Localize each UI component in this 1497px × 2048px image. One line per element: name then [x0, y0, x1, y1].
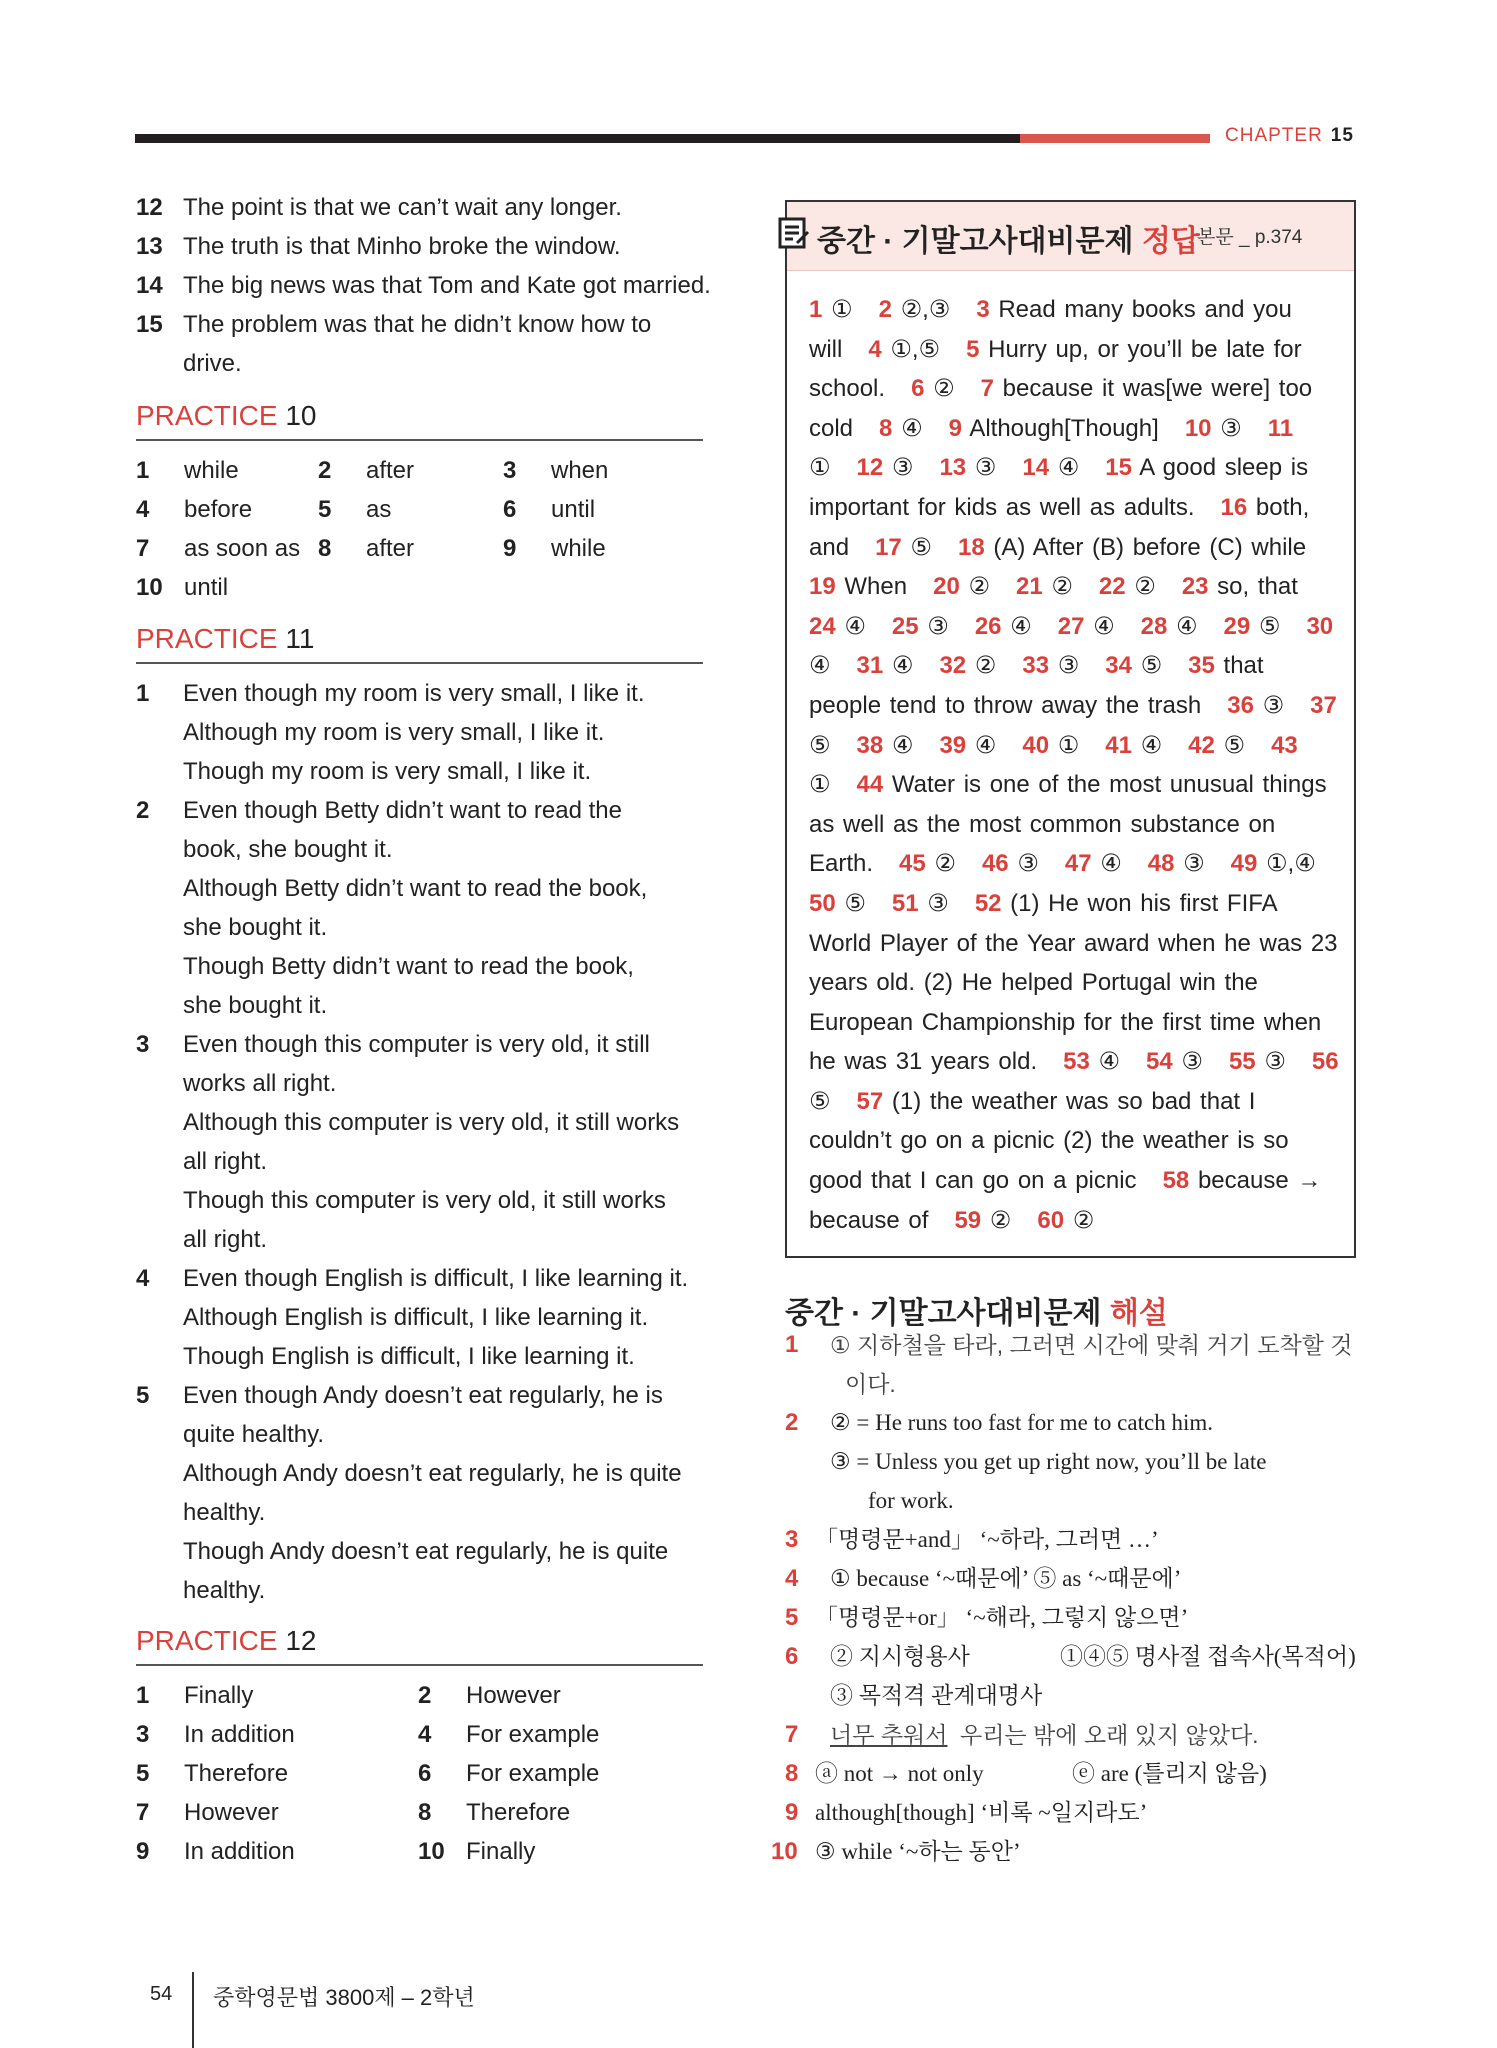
answer-number: 59 [954, 1206, 982, 1234]
answer-number: 15 [1105, 454, 1132, 482]
explanation-text: ⓐ not → not only [815, 1761, 984, 1786]
answer-text: ② [1064, 1206, 1095, 1234]
answer-text: ③ [1174, 850, 1205, 878]
book-title: 중학영문법 3800제 – 2학년 [213, 1985, 475, 2010]
explanation-number: 3 [785, 1526, 799, 1553]
answer-number: 54 [1146, 1048, 1173, 1076]
answer-item [1065, 850, 1122, 877]
answer-text: Read many books and you will [809, 296, 1292, 363]
answer-number: 58 [1162, 1167, 1190, 1195]
answer-text: ③ [1211, 414, 1242, 442]
answer-text: ②,③ [891, 296, 951, 323]
answer-number: 34 [1105, 652, 1132, 680]
answer-item [939, 652, 996, 679]
answer-number: 13 [939, 454, 967, 482]
answer-item [809, 613, 866, 640]
answer-number: 26 [974, 612, 1002, 640]
list-item: 10 until [136, 574, 229, 601]
answer-item [1037, 1207, 1094, 1234]
answer-item [879, 415, 923, 442]
answer-number: 7 [980, 375, 994, 403]
answer-text: ② [1125, 573, 1156, 601]
answer-item [892, 890, 949, 917]
item-number: 3 [136, 1031, 150, 1058]
answer-item [1105, 652, 1162, 679]
list-item: 9 while [503, 535, 606, 562]
answer-text: ④ [883, 731, 914, 759]
explanation-text: 너무 추워서 [830, 1722, 948, 1748]
explanation-number: 6 [785, 1643, 799, 1670]
answer-text: ⑤ [1250, 612, 1281, 640]
answer-number: 24 [809, 612, 836, 640]
explanation-number: 1 [785, 1331, 799, 1358]
answer-item [1016, 573, 1073, 600]
answer-item [1188, 732, 1245, 759]
list-item: 1 while [136, 457, 239, 484]
explanation-number: 7 [785, 1721, 799, 1748]
answer-text: ⑤ [809, 731, 831, 759]
answer-item [868, 336, 940, 363]
item-text: healthy. [183, 1499, 266, 1526]
answer-text: ①,⑤ [881, 335, 941, 363]
answer-item [975, 613, 1032, 640]
list-item: 4 For example [418, 1721, 600, 1748]
divider [136, 439, 703, 441]
practice-10-title: PRACTICE 10 [136, 400, 317, 431]
explanation-text: ① because ‘~때문에’ ⑤ as ‘~때문에’ [830, 1566, 1182, 1591]
answer-text: because → because of [809, 1167, 1322, 1234]
answer-number: 21 [1016, 573, 1043, 601]
answer-text: Water is one of the most unusual things as well as the most common substance on Earth. [809, 771, 1327, 878]
explanation-text: 「명령문+or」 ‘~해라, 그렇지 않으면’ [815, 1605, 1189, 1630]
item-text: Though Betty didn’t want to read the book, [183, 953, 634, 980]
answer-item [875, 534, 932, 561]
answer-text: ③ [1255, 1048, 1286, 1076]
answer-item [809, 890, 866, 917]
answer-item [1231, 850, 1316, 877]
answer-text: both, and [809, 493, 1310, 561]
item-text: Even though Betty didn’t want to read the [183, 797, 622, 824]
answer-item [1224, 613, 1281, 640]
list-item: 2 after [318, 457, 415, 484]
answer-text: ④ [1131, 731, 1163, 759]
answer-number: 20 [933, 573, 960, 601]
answer-number: 14 [1022, 454, 1050, 482]
item-text: all right. [183, 1148, 268, 1175]
answer-number: 37 [1310, 691, 1337, 719]
answer-item [809, 296, 853, 323]
list-item: 7 However [136, 1799, 279, 1826]
answer-text: ④ [835, 612, 866, 640]
answer-number: 28 [1140, 612, 1168, 640]
answer-text: ③ [883, 454, 914, 482]
answer-text: Although[Though] [961, 414, 1159, 442]
answer-text: ② [925, 850, 956, 878]
answer-item [899, 850, 956, 877]
answer-text: ④ [892, 414, 923, 442]
answer-item [1227, 692, 1284, 719]
answer-number: 3 [976, 296, 990, 323]
explanation-number: 2 [785, 1409, 799, 1436]
answer-text: ④ [1049, 454, 1080, 482]
item-text: Even though Andy doesn’t eat regularly, he is [183, 1382, 663, 1409]
answer-number: 22 [1098, 573, 1126, 601]
answer-number: 51 [891, 889, 919, 917]
answer-text: ③ [918, 889, 949, 917]
answer-number: 33 [1022, 652, 1050, 680]
item-text: she bought it. [183, 992, 328, 1019]
item-text: The point is that we can’t wait any longer. [183, 194, 622, 221]
answer-number: 23 [1181, 573, 1209, 601]
explanation-text: 이다. [845, 1371, 896, 1397]
answer-text: ⑤ [1214, 731, 1246, 759]
item-text: quite healthy. [183, 1421, 324, 1448]
explanation-text: 우리는 밖에 오래 있지 않았다. [960, 1722, 1259, 1748]
answer-number: 25 [891, 612, 919, 640]
answer-number: 16 [1220, 493, 1248, 521]
item-number: 14 [136, 272, 163, 299]
item-number: 13 [136, 233, 163, 260]
answer-text: ④ [809, 652, 831, 680]
answer-item [958, 534, 1306, 561]
answer-text: ② [1042, 573, 1073, 601]
answer-text: ② [966, 652, 997, 680]
answer-number: 44 [856, 771, 884, 799]
answer-text: When [835, 573, 908, 601]
explanation-text: ③ 목적격 관계대명사 [830, 1683, 1043, 1708]
answer-number: 41 [1105, 731, 1132, 759]
item-text: she bought it. [183, 914, 328, 941]
item-text: The problem was that he didn’t know how to [183, 311, 652, 338]
list-item: 5 as [318, 496, 392, 523]
answer-text: ② [924, 375, 955, 403]
answer-item [892, 613, 949, 640]
explanation-text: 「명령문+and」 ‘~하라, 그러면 …’ [815, 1527, 1159, 1552]
item-text: works all right. [183, 1070, 337, 1097]
item-number: 4 [136, 1265, 150, 1292]
explanation-text: ①④⑤ 명사절 접속사(목적어) [1060, 1644, 1356, 1669]
answer-item [809, 573, 907, 600]
answer-number: 47 [1064, 850, 1092, 878]
answer-text: ④ [1089, 1048, 1121, 1076]
answer-number: 4 [868, 335, 882, 363]
answer-number: 30 [1306, 612, 1334, 640]
page-reference: 본문 _ p.374 [1197, 227, 1303, 248]
answer-text: ① [809, 771, 831, 799]
answer-number: 18 [957, 533, 985, 561]
item-text: healthy. [183, 1577, 266, 1604]
list-item: 5 Therefore [136, 1760, 289, 1787]
list-item: 2 However [418, 1682, 561, 1709]
answer-number: 46 [981, 850, 1009, 878]
answer-text: that people tend to throw away the trash [809, 652, 1264, 719]
explanation-text: ③ while ‘~하는 동안’ [815, 1839, 1021, 1864]
answer-text: ① [809, 454, 831, 482]
answer-number: 39 [939, 731, 967, 759]
answer-item [1022, 652, 1079, 679]
answer-item [949, 415, 1159, 442]
answer-text: ① [822, 296, 853, 323]
answer-number: 19 [809, 573, 836, 601]
answer-text: ③ [966, 454, 997, 482]
answer-number: 45 [899, 850, 926, 878]
answer-item [1058, 613, 1115, 640]
item-text: Though my room is very small, I like it. [183, 758, 592, 785]
answer-text: ④ [966, 731, 997, 759]
answer-number: 56 [1311, 1048, 1339, 1076]
item-text: Even though my room is very small, I like it. [183, 680, 645, 707]
answer-text: ③ [1253, 691, 1285, 719]
item-text: all right. [183, 1226, 268, 1253]
answer-number: 60 [1037, 1206, 1065, 1234]
answer-text: ② [959, 573, 990, 601]
list-item: 6 until [503, 496, 596, 523]
answer-item [1185, 415, 1242, 442]
answer-box-title: 중간 · 기말고사대비문제 정답 [817, 225, 1200, 258]
answer-text: ⑤ [901, 533, 932, 561]
answer-number: 42 [1188, 731, 1215, 759]
explanation-text: ⓔ are (틀리지 않음) [1072, 1761, 1267, 1786]
answer-number: 1 [809, 296, 823, 323]
answer-text: ①,④ [1257, 850, 1316, 878]
answer-item [933, 573, 990, 600]
answer-item [939, 732, 996, 759]
answer-number: 35 [1188, 652, 1215, 680]
item-text: The truth is that Minho broke the window. [183, 233, 621, 260]
footer-divider [192, 1972, 194, 2048]
answer-text: (1) He won his first FIFA World Player of the Year award when he was 23 years old. (2) He helped Portugal win the European Championship for the first time when he was 31 years old. [809, 889, 1338, 1076]
divider [136, 1664, 703, 1666]
answer-number: 36 [1227, 691, 1254, 719]
answer-number: 11 [1267, 414, 1294, 442]
explanation-text: ① 지하철을 타라, 그러면 시간에 맞춰 거기 도착할 것 [830, 1332, 1353, 1358]
item-text: Though English is difficult, I like learning it. [183, 1343, 635, 1370]
memo-icon [777, 216, 811, 250]
answer-text: because it was[we were] too cold [809, 375, 1313, 442]
answer-text: (1) the weather was so bad that I couldn’t go on a picnic (2) the weather is so good that I can go on a picnic [809, 1087, 1289, 1195]
explanations-title: 중간 · 기말고사대비문제 해설 [785, 1297, 1168, 1330]
answer-number: 38 [856, 731, 884, 759]
list-item: 8 Therefore [418, 1799, 571, 1826]
item-number: 5 [136, 1382, 150, 1409]
header-rule-accent [1020, 134, 1210, 143]
item-number: 2 [136, 797, 150, 824]
answer-number: 52 [974, 889, 1002, 917]
answer-text: ③ [1008, 850, 1039, 878]
answer-text: so, that [1208, 573, 1298, 601]
answer-item [1146, 1048, 1203, 1075]
answer-item [857, 454, 914, 481]
answer-text: Hurry up, or you’ll be late for school. [809, 335, 1302, 403]
answer-text: ④ [883, 652, 914, 680]
answer-item [1022, 454, 1079, 481]
answer-item [857, 652, 914, 679]
answer-item [911, 375, 955, 402]
answer-item [1105, 732, 1162, 759]
answer-number: 49 [1230, 850, 1258, 878]
item-number: 12 [136, 194, 163, 221]
list-item: 10 Finally [418, 1838, 536, 1865]
answer-item [1022, 732, 1079, 759]
list-item: 3 In addition [136, 1721, 295, 1748]
list-item: 1 Finally [136, 1682, 254, 1709]
explanation-text: ② = He runs too fast for me to catch him. [830, 1410, 1213, 1435]
answer-item [1063, 1048, 1120, 1075]
answer-number: 12 [856, 454, 884, 482]
item-number: 15 [136, 311, 163, 338]
answer-item [1141, 613, 1198, 640]
answer-text: ④ [1167, 612, 1198, 640]
answer-item [1182, 573, 1298, 600]
answer-text: ④ [1091, 850, 1122, 878]
answer-item [857, 732, 914, 759]
answer-text: ④ [1001, 612, 1032, 640]
explanation-number: 4 [785, 1565, 799, 1592]
list-item: 3 when [503, 457, 609, 484]
answer-text: ③ [918, 612, 949, 640]
item-text: Even though this computer is very old, it still [183, 1031, 650, 1058]
answer-number: 29 [1223, 612, 1251, 640]
item-text: book, she bought it. [183, 836, 393, 863]
answer-item [1229, 1048, 1286, 1075]
item-number: 1 [136, 680, 150, 707]
practice-12-title: PRACTICE 12 [136, 1625, 317, 1656]
answer-number: 48 [1147, 850, 1175, 878]
answer-number: 9 [948, 414, 962, 442]
explanation-number: 5 [785, 1604, 799, 1631]
list-item: 6 For example [418, 1760, 600, 1787]
item-text: Though Andy doesn’t eat regularly, he is quite [183, 1538, 669, 1565]
answer-text: (A) After (B) before (C) while [984, 533, 1307, 561]
answer-number: 31 [856, 652, 884, 680]
answer-number: 50 [809, 889, 836, 917]
answer-item [954, 1207, 1011, 1234]
list-item: 9 In addition [136, 1838, 295, 1865]
page-number: 54 [150, 1983, 173, 2005]
answer-number: 32 [939, 652, 967, 680]
answer-text: ① [1049, 731, 1080, 759]
answer-number: 6 [911, 375, 925, 403]
explanation-text: although[though] ‘비록 ~일지라도’ [815, 1800, 1148, 1825]
practice-11-title: PRACTICE 11 [136, 623, 315, 654]
list-item: 4 before [136, 496, 253, 523]
answer-text: ⑤ [1131, 652, 1163, 680]
item-text: drive. [183, 350, 242, 377]
answer-number: 53 [1063, 1048, 1090, 1076]
explanation-text: ③ = Unless you get up right now, you’ll be late [830, 1449, 1267, 1474]
answer-number: 57 [856, 1087, 884, 1115]
answer-number: 27 [1057, 612, 1085, 640]
answer-box-header [787, 202, 1354, 271]
divider [136, 662, 703, 664]
answer-list [809, 290, 1339, 1240]
answer-number: 8 [879, 414, 893, 442]
answer-text: A good sleep is important for kids as well as adults. [809, 454, 1309, 521]
answer-item [1099, 573, 1156, 600]
chapter-label: CHAPTER 15 [1225, 125, 1354, 146]
answer-number: 43 [1271, 731, 1298, 759]
item-text: Even though English is difficult, I like learning it. [183, 1265, 689, 1292]
explanation-number: 9 [785, 1799, 799, 1826]
answer-item [982, 850, 1039, 877]
explanation-number: 8 [785, 1760, 799, 1787]
list-item: 8 after [318, 535, 415, 562]
item-text: Although this computer is very old, it still works [183, 1109, 680, 1136]
answer-number: 40 [1022, 731, 1050, 759]
chapter-number: 15 [1330, 125, 1354, 146]
answer-text: ② [981, 1206, 1012, 1234]
answer-text: ⑤ [809, 1087, 831, 1115]
answer-number: 5 [966, 335, 980, 363]
answer-item [879, 296, 951, 323]
answer-number: 2 [878, 296, 892, 323]
item-text: The big news was that Tom and Kate got married. [183, 272, 711, 299]
answer-number: 10 [1184, 414, 1212, 442]
list-item: 7 as soon as [136, 535, 301, 562]
answer-item [1148, 850, 1205, 877]
item-text: Though this computer is very old, it still works [183, 1187, 666, 1214]
item-text: Although Andy doesn’t eat regularly, he is quite [183, 1460, 682, 1487]
answer-number: 17 [875, 533, 902, 561]
explanation-text: for work. [868, 1488, 954, 1513]
item-text: Although English is difficult, I like learning it. [183, 1304, 649, 1331]
item-text: Although Betty didn’t want to read the book, [183, 875, 648, 902]
answer-text: ③ [1049, 652, 1080, 680]
answer-text: ③ [1172, 1048, 1203, 1076]
answer-box [785, 200, 1356, 1258]
answer-text: ④ [1084, 612, 1115, 640]
explanation-number: 10 [771, 1838, 798, 1865]
explanation-text: ② 지시형용사 [830, 1644, 970, 1669]
answer-item [939, 454, 996, 481]
answer-text: ⑤ [835, 889, 866, 917]
answer-number: 55 [1228, 1048, 1256, 1076]
item-text: Although my room is very small, I like it. [183, 719, 605, 746]
